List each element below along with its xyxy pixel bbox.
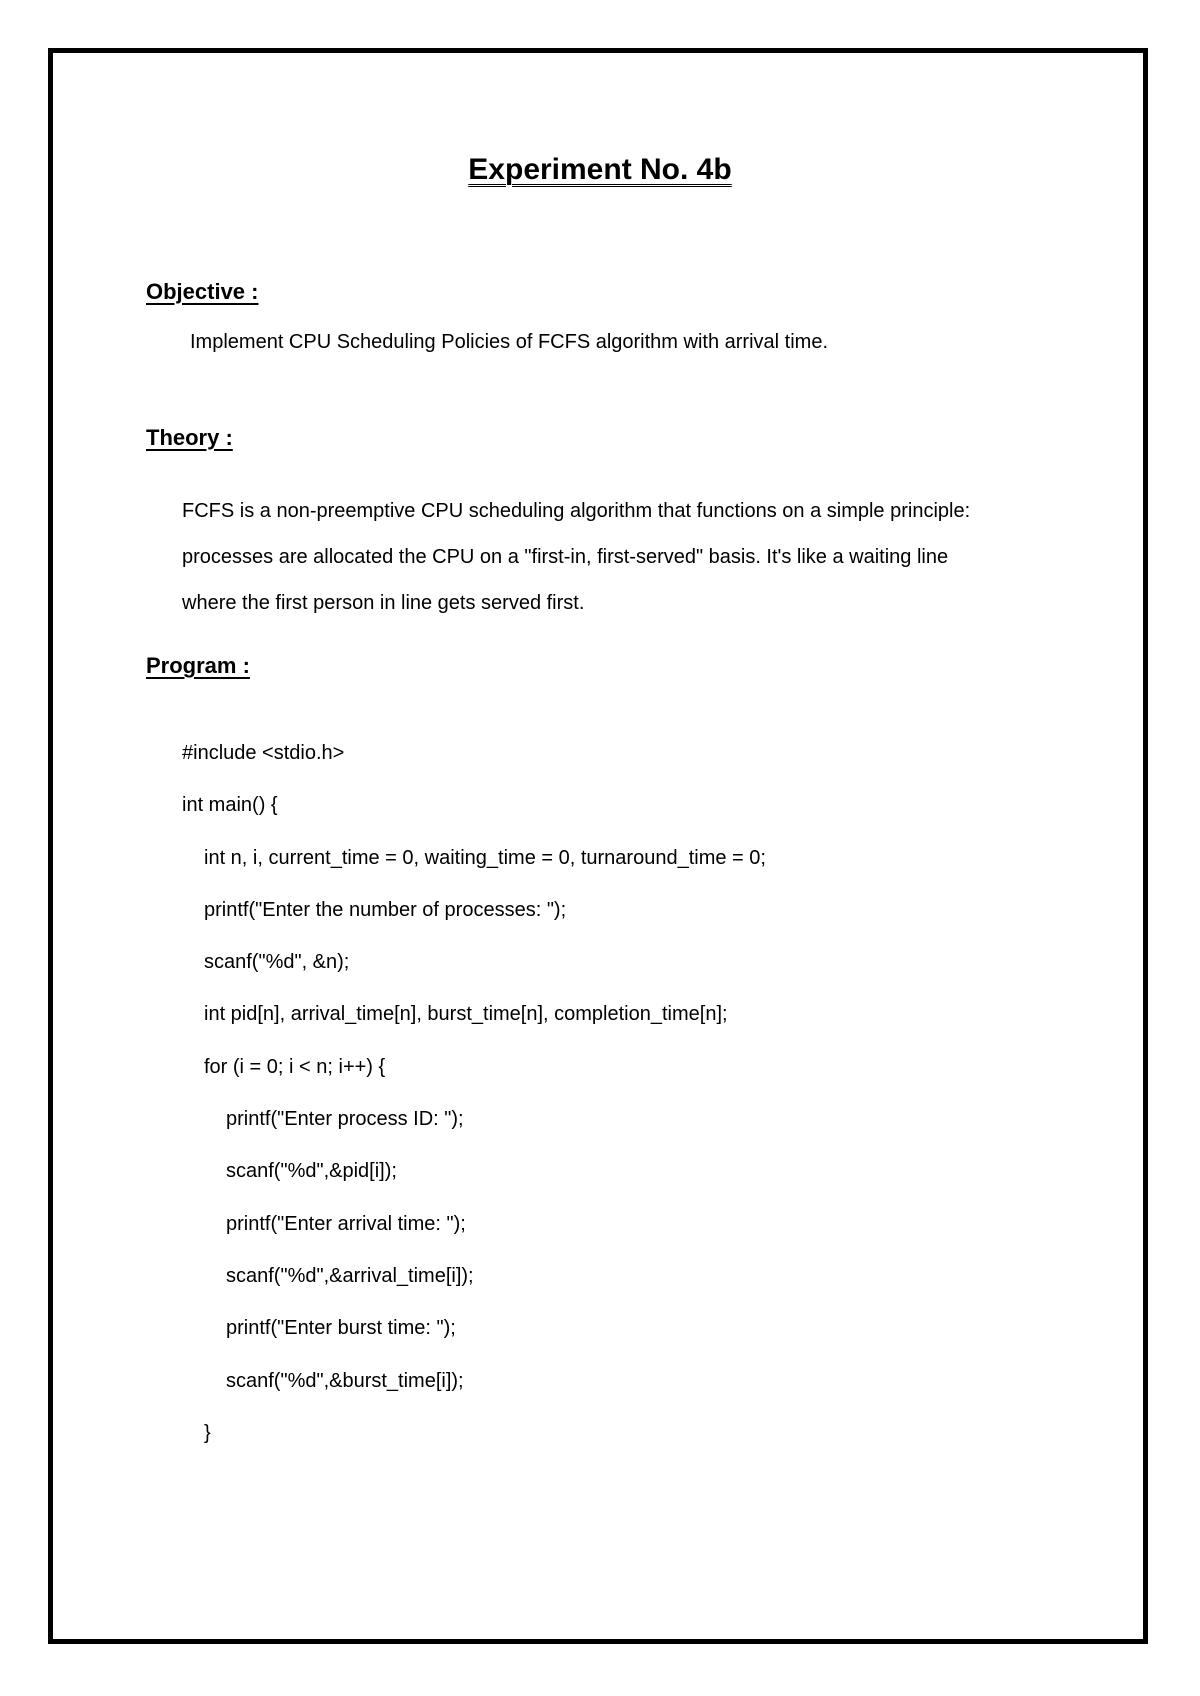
code-line: scanf("%d", &n); (204, 951, 350, 974)
code-line: #include <stdio.h> (182, 742, 345, 764)
theory-line: FCFS is a non-preemptive CPU scheduling algorithm that functions on a simple principle: (182, 500, 971, 522)
objective-text: Implement CPU Scheduling Policies of FCFS algorithm with arrival time. (190, 331, 828, 353)
code-line: for (i = 0; i < n; i++) { (204, 1055, 386, 1078)
page-title (0, 150, 1200, 190)
code-line: int n, i, current_time = 0, waiting_time = 0, turnaround_time = 0; (204, 846, 766, 869)
code-line: scanf("%d",&burst_time[i]); (226, 1369, 464, 1392)
code-line: int main() { (182, 794, 278, 817)
code-line: printf("Enter process ID: "); (226, 1108, 464, 1131)
code-line: printf("Enter arrival time: "); (226, 1212, 466, 1235)
theory-line: processes are allocated the CPU on a "first-in, first-served" basis. It's like a waiting line (182, 546, 949, 568)
theory-paragraph (182, 488, 1082, 626)
code-line: printf("Enter burst time: "); (226, 1317, 456, 1340)
code-line: int pid[n], arrival_time[n], burst_time[n], completion_time[n]; (204, 1003, 728, 1026)
theory-line: where the first person in line gets served first. (182, 592, 585, 614)
code-line: printf("Enter the number of processes: "); (204, 898, 567, 921)
objective-heading: Objective : (146, 279, 259, 304)
program-heading: Program : (146, 653, 250, 678)
code-line: scanf("%d",&pid[i]); (226, 1160, 397, 1183)
code-line: } (204, 1421, 211, 1444)
program-code (182, 727, 766, 1459)
code-line: scanf("%d",&arrival_time[i]); (226, 1264, 474, 1287)
theory-heading: Theory : (146, 425, 233, 450)
page-title-text: Experiment No. 4b (468, 153, 732, 186)
